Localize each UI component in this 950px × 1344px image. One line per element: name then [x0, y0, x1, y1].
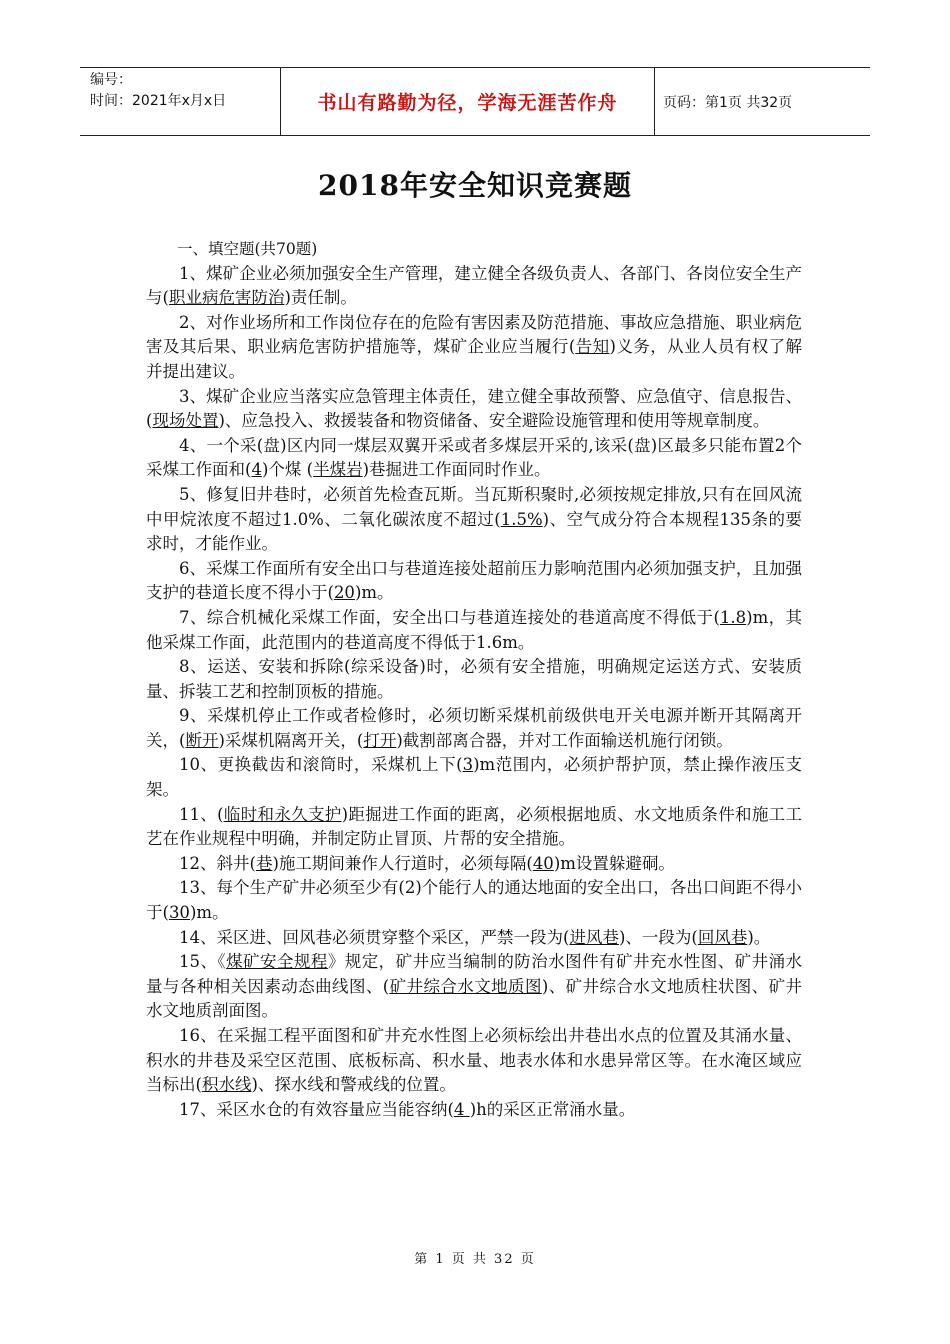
- question-text: )施工期间兼作人行道时，必须每隔(: [272, 853, 533, 873]
- question-text: )个煤 (: [261, 460, 314, 480]
- answer-blank: 40: [532, 853, 554, 873]
- question-text: 1、煤矿企业必须加强安全生产管理，建立健全各级负责人、各部门、各岗位安全生产与(: [146, 263, 802, 308]
- question-item: [146, 926, 802, 951]
- question-text: 11、(: [179, 804, 224, 824]
- question-item: [146, 704, 802, 753]
- question-text: 15、《: [179, 952, 227, 972]
- answer-blank: 30: [168, 903, 190, 923]
- header-meta: [80, 68, 280, 135]
- question-item: [146, 852, 802, 877]
- answer-blank: 职业病危害防治: [168, 288, 285, 308]
- question-text: )、矿井综合水文地质柱状图、矿井水文地质剖面图。: [146, 976, 803, 1021]
- question-text: 9、采煤机停止工作或者检修时，必须切断采煤机前级供电开关电源并断开其隔离开关，(: [146, 706, 802, 750]
- answer-blank: 1.8: [719, 607, 747, 627]
- question-item: [146, 483, 802, 557]
- question-text: 16、在采掘工程平面图和矿井充水性图上必须标绘出井巷出水点的位置及其涌水量、积水的井巷及采空区范围、底板标高、积水量、地表水体和水患异常区等。在水淹区域应当标出(: [146, 1026, 802, 1095]
- question-text: 4、一个采(盘)区内同一煤层双翼开采或者多煤层开采的,该采(盘)区最多只能布置2个采煤工作面和(: [146, 435, 802, 480]
- answer-blank: 4: [453, 1099, 470, 1119]
- question-text: )m。: [354, 583, 394, 603]
- answer-blank: 巷: [255, 853, 273, 873]
- answer-blank: 断开: [185, 730, 219, 750]
- question-text: )截割部离合器，并对工作面输送机施行闭锁。: [396, 730, 733, 750]
- question-text: 5、修复旧井巷时，必须首先检查瓦斯。当瓦斯积聚时,必须按规定排放,只有在回风流中甲烷浓度不超过1.0%、二氧化碳浓度不超过(: [146, 484, 802, 529]
- answer-blank: 打开: [363, 730, 397, 750]
- question-text: )m设置躲避硐。: [553, 853, 675, 873]
- answer-blank: 煤矿安全规程: [226, 952, 328, 972]
- answer-blank: 现场处置: [152, 411, 219, 431]
- question-text: 13、每个生产矿井必须至少有(2)个能行人的通达地面的安全出口，各出口间距不得小于(: [146, 878, 802, 923]
- time-label: 时间：2021年x月x日: [90, 93, 227, 109]
- question-text: 12、斜井(: [179, 853, 256, 873]
- number-label: 编号：: [90, 72, 132, 88]
- question-item: [146, 876, 802, 925]
- question-item: [146, 557, 802, 606]
- question-text: 17、采区水仓的有效容量应当能容纳(: [179, 1099, 454, 1119]
- question-text: 2、对作业场所和工作岗位存在的危险有害因素及防范措施、事故应急措施、职业病危害及其后果、职业病危害防护措施等，煤矿企业应当履行(: [146, 312, 802, 357]
- answer-blank: 矿井综合水文地质图: [389, 976, 542, 996]
- question-text: )、空气成分符合本规程135条的要求时，才能作业。: [146, 509, 802, 554]
- question-text: )采煤机隔离开关，(: [218, 730, 364, 750]
- section-heading: 一、填空题(共70题): [177, 240, 318, 258]
- question-text: )、一段为(: [618, 927, 698, 947]
- question-text: )巷掘进工作面同时作业。: [362, 460, 551, 480]
- question-text: )、探水线和警戒线的位置。: [251, 1075, 456, 1095]
- question-text: 14、采区进、回风巷必须贯穿整个采区，严禁一段为(: [179, 927, 570, 947]
- question-item: [146, 1098, 802, 1123]
- question-text: 》规定，矿井应当编制的防治水图件有矿井充水性图、矿井涌水量与各种相关因素动态曲线图、(: [146, 952, 803, 996]
- document-header: [80, 67, 870, 136]
- page-title: 2018年安全知识竞赛题: [318, 169, 632, 202]
- answer-blank: 进风巷: [569, 927, 619, 947]
- question-text: 6、采煤工作面所有安全出口与巷道连接处超前压力影响范围内必须加强支护，且加强支护的巷道长度不得小于(: [146, 558, 802, 603]
- question-list: [146, 237, 802, 1122]
- question-text: )距掘进工作面的距离，必须根据地质、水文地质条件和施工工艺在作业规程中明确，并制定防止冒顶、片帮的安全措施。: [146, 804, 802, 849]
- question-text: 8、运送、安装和拆除(综采设备)时，必须有安全措施，明确规定运送方式、安装质量、拆装工艺和控制顶板的措施。: [146, 657, 802, 701]
- question-item: [146, 606, 802, 655]
- question-text: )m，其他采煤工作面，此范围内的巷道高度不得低于1.6m。: [146, 607, 803, 652]
- question-text: )h的采区正常涌水量。: [469, 1099, 636, 1119]
- page-footer: 第 1 页 共 32 页: [414, 1252, 536, 1267]
- question-text: 10、更换截齿和滚筒时，采煤机上下(: [179, 755, 463, 775]
- question-item: [146, 655, 802, 704]
- answer-blank: 回风巷: [697, 927, 748, 947]
- header-motto: 书山有路勤为径，学海无涯苦作舟: [280, 68, 655, 135]
- header-page-label: 页码：第1页 共32页: [663, 94, 793, 111]
- question-text: 3、煤矿企业应当落实应急管理主体责任，建立健全事故预警、应急值守、信息报告、(: [146, 386, 802, 431]
- question-item: [146, 385, 802, 434]
- question-item: [146, 311, 802, 385]
- answer-blank: 临时和永久支护: [223, 804, 342, 824]
- question-text: )m范围内，必须护帮护顶，禁止操作液压支架。: [146, 755, 802, 800]
- answer-blank: 半煤岩: [313, 460, 363, 480]
- question-text: )m。: [189, 903, 229, 923]
- answer-blank: 4: [251, 460, 262, 480]
- answer-blank: 3: [462, 755, 474, 775]
- question-item: [146, 753, 802, 802]
- answer-blank: 积水线: [201, 1075, 252, 1095]
- question-text: )义务，从业人员有权了解并提出建议。: [146, 337, 803, 381]
- answer-blank: 1.5%: [500, 509, 543, 529]
- question-text: 7、综合机械化采煤工作面，安全出口与巷道连接处的巷道高度不得低于(: [179, 607, 720, 627]
- question-item: [146, 262, 802, 311]
- question-item: [146, 434, 802, 483]
- question-text: )责任制。: [284, 288, 357, 308]
- question-text: )、应急投入、救援装备和物资储备、安全避险设施管理和使用等规章制度。: [218, 411, 770, 431]
- question-item: [146, 803, 802, 852]
- question-item: [146, 950, 802, 1024]
- question-item: [146, 1024, 802, 1098]
- answer-blank: 告知: [575, 337, 610, 357]
- question-text: )。: [747, 927, 771, 947]
- answer-blank: 20: [333, 583, 355, 603]
